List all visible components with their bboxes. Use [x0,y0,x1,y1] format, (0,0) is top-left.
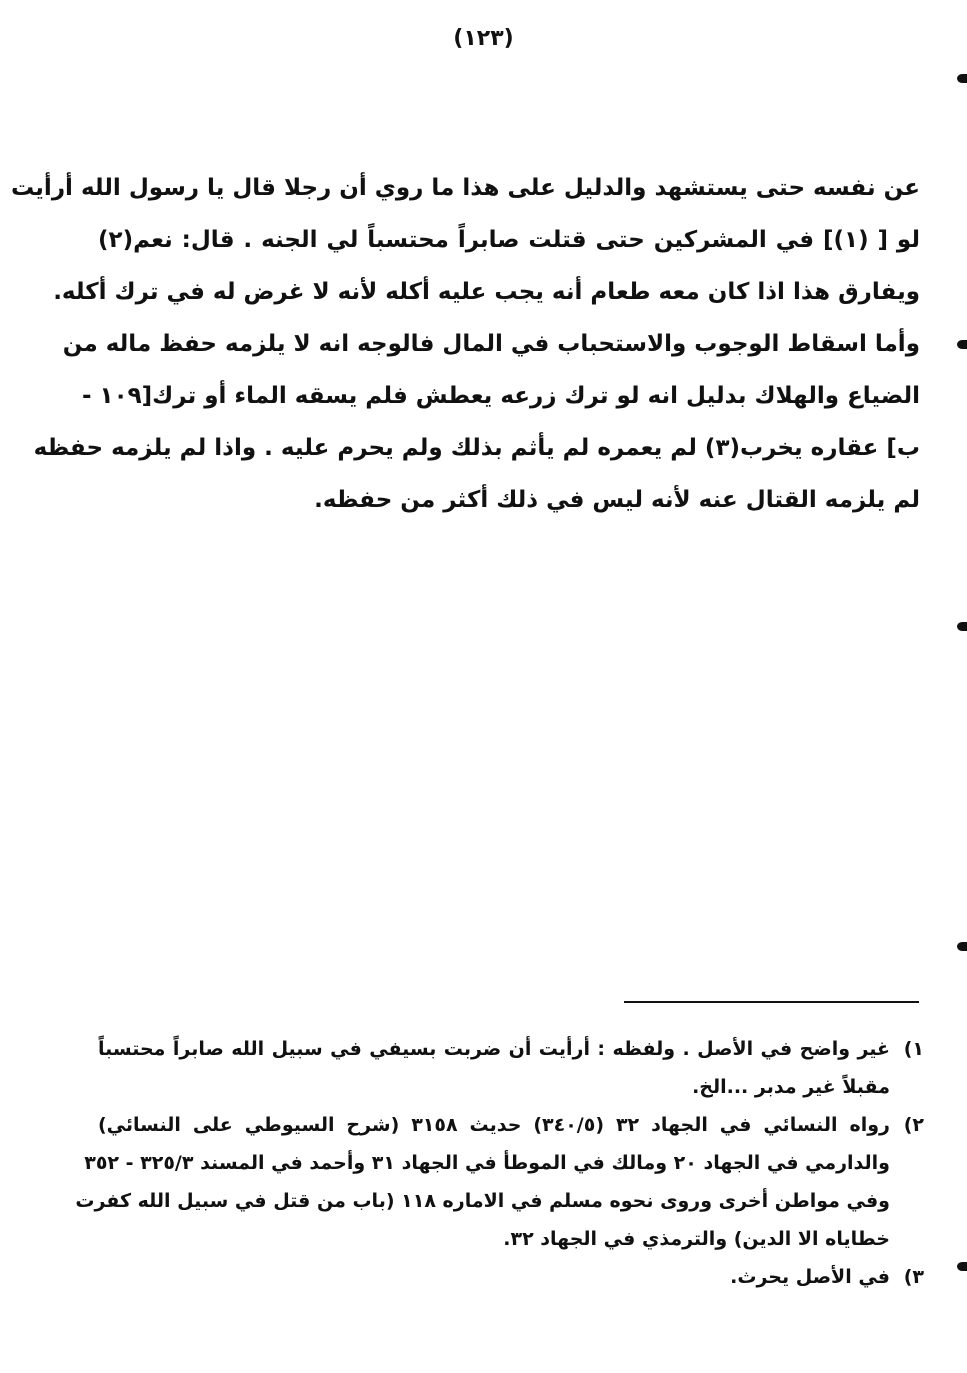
footnote-marker: ١) [903,1038,924,1060]
main-text-line: لو [ (١)] في المشركين حتى قتلت صابراً محتسباً لي الجنه . قال: نعم(٢) [98,227,920,253]
footnote-line: مقبلاً غير مدبر ...الخ. [692,1076,890,1098]
footnote-1 [98,1030,924,1106]
footnote-marker: ٣) [903,1266,924,1288]
main-text [10,162,920,526]
footnote-line: في الأصل يحرث. [730,1266,890,1288]
footnote-separator [624,1001,919,1003]
scan-edge-mark [957,1262,967,1271]
footnote-2 [75,1106,924,1258]
footnotes [75,1030,924,1296]
footnote-line: رواه النسائي في الجهاد ٣٢ (٣٤٠/٥) حديث ٣١٥٨ (شرح السيوطي على النسائي) [98,1114,890,1136]
main-text-line: ب] عقاره يخرب(٣) لم يعمره لم يأثم بذلك ولم يحرم عليه . واذا لم يلزمه حفظه [33,435,920,461]
main-text-line: عن نفسه حتى يستشهد والدليل على هذا ما روي أن رجلا قال يا رسول الله أرأيت [10,175,920,201]
main-text-line: الضياع والهلاك بدليل انه لو ترك زرعه يعطش فلم يسقه الماء أو ترك[١٠٩ - [81,383,920,409]
footnote-3 [98,1258,924,1296]
footnote-line: وفي مواطن أخرى وروى نحوه مسلم في الاماره ١١٨ (باب من قتل في سبيل الله كفرت [75,1190,890,1212]
main-text-line: ويفارق هذا اذا كان معه طعام أنه يجب عليه أكله لأنه لا غرض له في ترك أكله. [53,279,920,305]
scan-edge-mark [957,340,967,349]
main-text-line: لم يلزمه القتال عنه لأنه ليس في ذلك أكثر من حفظه. [314,487,920,513]
scan-edge-mark [957,942,967,951]
page-number: (١٢٣) [453,26,514,51]
main-text-line: وأما اسقاط الوجوب والاستحباب في المال فالوجه انه لا يلزمه حفظ ماله من [62,331,920,357]
footnote-marker: ٢) [903,1114,924,1136]
footnote-line: خطاياه الا الدين) والترمذي في الجهاد ٣٢. [503,1228,890,1250]
scan-edge-mark [957,74,967,83]
scan-edge-mark [957,622,967,631]
footnote-line: والدارمي في الجهاد ٢٠ ومالك في الموطأ في الجهاد ٣١ وأحمد في المسند ٣٢٥/٣ - ٣٥٢ [84,1152,890,1174]
footnote-line: غير واضح في الأصل . ولفظه : أرأيت أن ضربت بسيفي في سبيل الله صابراً محتسباً [98,1038,890,1060]
